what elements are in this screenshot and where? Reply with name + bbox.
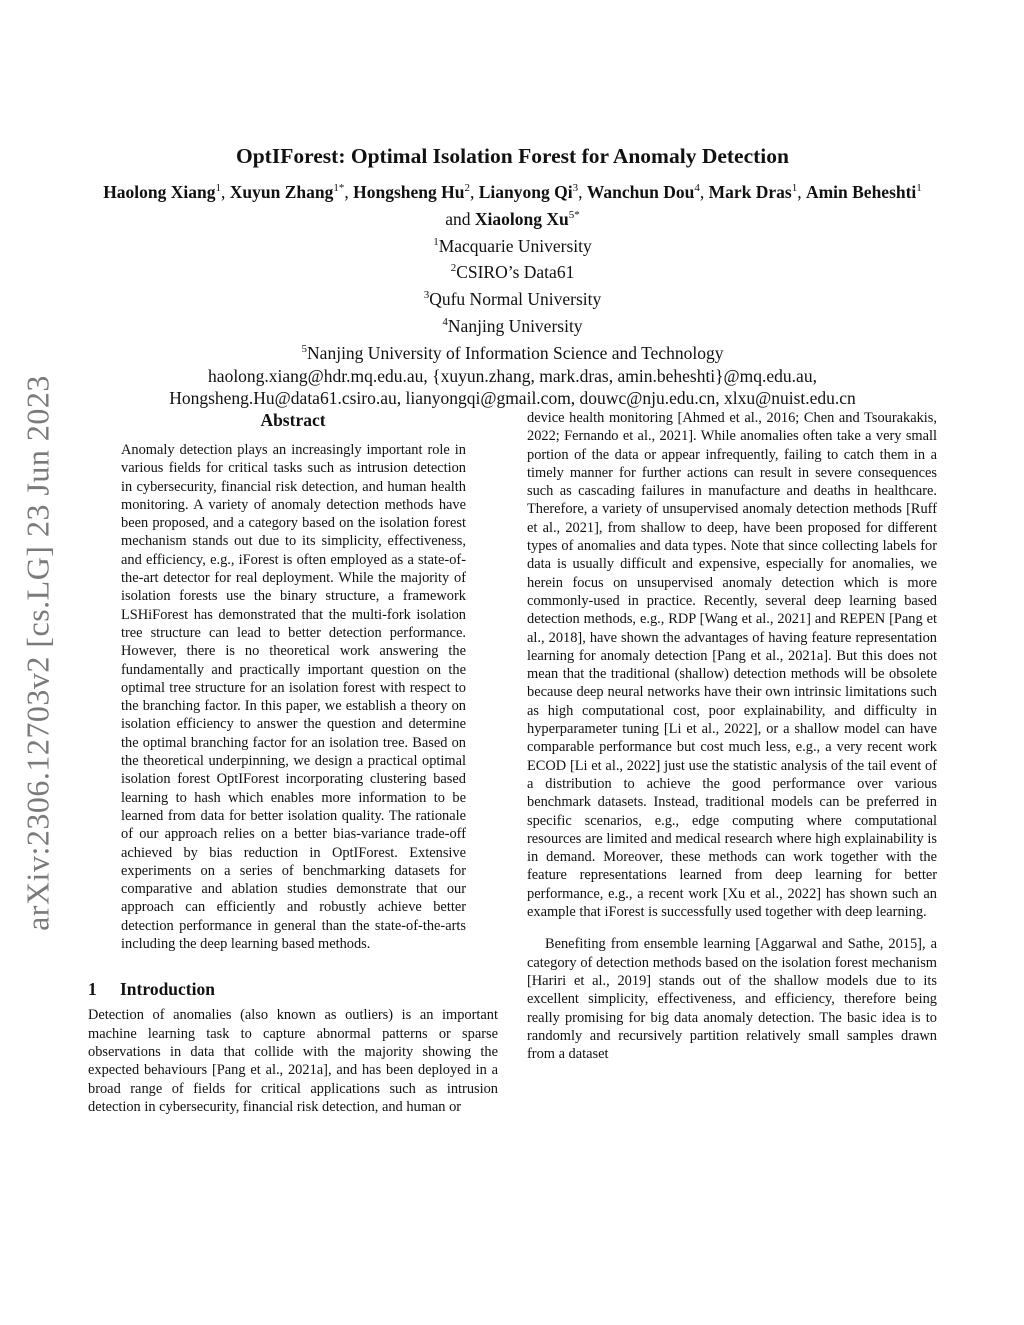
arxiv-sidebar bbox=[8, 360, 68, 945]
affiliation: $^4$Nanjing University bbox=[442, 315, 583, 336]
left-column bbox=[88, 410, 498, 1116]
author-name: Haolong Xiang bbox=[103, 181, 216, 202]
abstract-heading: Abstract bbox=[260, 410, 326, 430]
author-name: Wanchun Dou bbox=[586, 181, 695, 202]
author-list: Haolong Xiang$^1$, Xuyun Zhang$^{1*}$, Hongsheng Hu$^2$, Lianyong Qi$^3$, Wanchun Dou$^4$, Mark Dras$^1$, Amin Beheshti$^1$ and Xiaolong $Xu^{5*}$ bbox=[103, 181, 922, 229]
arxiv-identifier: arXiv:2306.12703v2 [cs.LG] 23 Jun 2023 bbox=[19, 374, 56, 931]
author-name: Amin Beheshti bbox=[805, 181, 917, 202]
author-name: Hongsheng Hu bbox=[353, 181, 465, 202]
intro-paragraph-1: Detection of anomalies (also known as outliers) is an important machine learning task to capture abnormal patterns or sparse observations in data that collide with the majority showing the expected behaviours [Pang et al., 2021a], and has been deployed in a broad range of fields for critical applications such as intrusion detection in cybersecurity, financial risk detection, and human or bbox=[88, 1007, 498, 1115]
author-emails-line: Hongsheng.Hu@data61.csiro.au, lianyongqi@gmail.com, douwc@nju.edu.cn, xlxu@nuist.edu.cn bbox=[169, 387, 856, 408]
affiliation: $^2$CSIRO’s Data61 bbox=[450, 262, 575, 283]
affiliation: $^1$Macquarie University bbox=[433, 235, 592, 256]
section-heading-introduction bbox=[88, 979, 498, 1000]
paper-header bbox=[90, 143, 935, 409]
abstract-text: Anomaly detection plays an increasingly important role in various fields for critical tasks such as intrusion detection in cybersecurity, financial risk detection, and human health monitoring. A variety of anomaly detection methods have been proposed, and a category based on the isolation forest mechanism stands out due to its simplicity, effectiveness, and efficiency, e.g., iForest is often employed as a state-of-the-art detector for real deployment. While the majority of isolation forests use the binary structure, a framework LSHiForest has demonstrated that the multi-fork isolation tree structure can lead to better detection performance. However, there is no theoretical work answering the fundamentally and practically important question on the optimal tree structure for an isolation forest with respect to the branching factor. In this paper, we establish a theory on isolation efficiency to answer the question and determine the optimal branching factor for an isolation tree. Based on the theoretical underpinning, we design a practical optimal isolation forest OptIForest incorporating clustering based learning to hash which enables more information to be learned from data for better isolation quality. The rationale of our approach relies on a better bias-variance trade-off achieved by bias reduction in OptIForest. Extensive experiments on a series of benchmarking datasets for comparative and ablation studies demonstrate that our approach can efficiently and robustly achieve better detection performance in general than the state-of-the-arts including the deep learning based methods. bbox=[121, 442, 466, 953]
intro-paragraph-2: Benefiting from ensemble learning [Aggarwal and Sathe, 2015], a category of detection methods based on the isolation forest mechanism [Hariri et al., 2019] stands out of the shallow models due to its excellent simplicity, effectiveness, and efficiency, therefore being really promising for big data anomaly detection. The basic idea is to randomly and recursively partition relatively small samples drawn from a dataset bbox=[527, 936, 937, 1063]
affiliation: $^5$Nanjing University of Information Science and Technology bbox=[301, 342, 724, 363]
right-column bbox=[527, 410, 937, 1063]
section-title: Introduction bbox=[120, 979, 215, 1000]
intro-paragraph-1-continued: device health monitoring [Ahmed et al., 2016; Chen and Tsourakakis, 2022; Fernando et al., 2021]. While anomalies often take a very small portion of the data or appear infrequently, failing to catch them in a timely manner for further actions can result in severe consequences such as cascading failures in manufacture and deaths in healthcare. Therefore, a variety of unsupervised anomaly detection methods [Ruff et al., 2021], from shallow to deep, have been proposed for different types of anomalies and data types. Note that since collecting labels for data is usually difficult and expensive, especially for anomalies, we herein focus on unsupervised anomaly detection which is more commonly-used in practice. Recently, several deep learning based detection methods, e.g., RDP [Wang et al., 2021] and REPEN [Pang et al., 2018], have shown the advantages of having feature representation learning for anomaly detection [Pang et al., 2021a]. But this does not mean that the traditional (shallow) detection methods will be obsolete because deep neural networks have their own intrinsic limitations such as high computational cost, poor explainability, and difficulty in hyperparameter tuning [Li et al., 2022], or a shallow model can have comparable performance but cost much less, e.g., a very recent work ECOD [Li et al., 2022] just use the statistic analysis of the tail event of a distribution to achieve the good performance over various benchmark datasets. Instead, traditional models can be preferred in specific scenarios, e.g., edge computing where computational resources are limited and medical research where high explainability is in demand. Moreover, these methods can work together with the feature representations learned from deep learning for better performance, e.g., a recent work [Xu et al., 2022] has shown such an example that iForest is successfully used together with deep learning. bbox=[527, 410, 937, 921]
paper-title: OptIForest: Optimal Isolation Forest for Anomaly Detection bbox=[236, 144, 789, 168]
author-name: Xuyun Zhang bbox=[229, 181, 334, 202]
author-name: Lianyong Qi bbox=[478, 181, 573, 202]
author-name: Mark Dras bbox=[708, 181, 792, 202]
section-number: 1 bbox=[88, 979, 97, 1000]
affiliation: $^3$Qufu Normal University bbox=[423, 289, 602, 310]
author-name: Xiaolong Xu bbox=[474, 208, 569, 229]
author-emails-line: haolong.xiang@hdr.mq.edu.au, {xuyun.zhang, mark.dras, amin.beheshti}@mq.edu.au, bbox=[208, 365, 817, 386]
